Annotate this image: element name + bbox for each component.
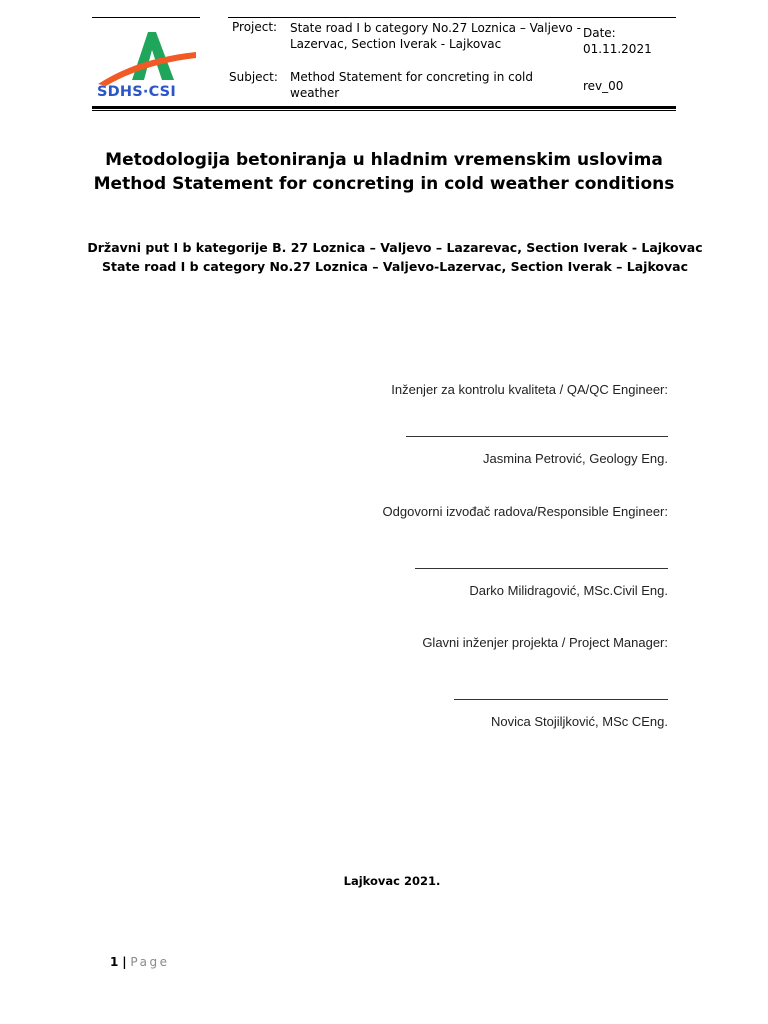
project-value-line1: State road I b category No.27 Loznica – Valjevo - (290, 21, 581, 35)
document-title-serbian: Metodologija betoniranja u hladnim vremenskim uslovima (105, 150, 663, 170)
header-rule-top-left (92, 17, 200, 18)
footer-separator: | (122, 955, 127, 969)
subject-label: Subject: (229, 70, 278, 84)
logo-text: SDHS·CSI (97, 84, 176, 100)
subject-value-line1: Method Statement for concreting in cold (290, 70, 534, 84)
signature-role-qaqc: Inženjer za kontrolu kvaliteta / QA/QC Engineer: (391, 382, 668, 397)
signature-line-responsible (415, 568, 668, 569)
page-footer (110, 955, 169, 969)
document-title-english: Method Statement for concreting in cold weather conditions (93, 174, 675, 194)
signature-role-responsible: Odgovorni izvođač radova/Responsible Engineer: (382, 504, 668, 519)
signature-role-project-manager: Glavni inženjer projekta / Project Manager: (422, 635, 668, 650)
project-subtitle-english: State road I b category No.27 Loznica – Valjevo-Lazervac, Section Iverak – Lajkovac (101, 259, 689, 274)
date-value: 01.11.2021 (583, 42, 652, 56)
project-subtitle-serbian: Državni put I b kategorije B. 27 Loznica – Valjevo – Lazarevac, Section Iverak - Lajkovac (87, 240, 703, 255)
page-number: 1 (110, 955, 119, 969)
header-rule-bottom (92, 106, 676, 109)
signature-line-qaqc (406, 436, 668, 437)
signature-line-project-manager (454, 699, 668, 700)
project-label: Project: (232, 20, 278, 34)
signature-name-qaqc: Jasmina Petrović, Geology Eng. (483, 451, 668, 466)
signature-name-project-manager: Novica Stojiljković, MSc CEng. (491, 714, 668, 729)
revision-label: rev_00 (583, 79, 624, 93)
place-date: Lajkovac 2021. (343, 874, 441, 888)
date-label: Date: (583, 26, 616, 40)
header-rule-bottom-thin (92, 110, 676, 111)
header-rule-top-right (228, 17, 676, 18)
signature-name-responsible: Darko Milidragović, MSc.Civil Eng. (469, 583, 668, 598)
page-label: Page (130, 955, 170, 969)
project-value-line2: Lazervac, Section Iverak - Lajkovac (290, 37, 502, 51)
subject-value-line2: weather (290, 86, 340, 100)
